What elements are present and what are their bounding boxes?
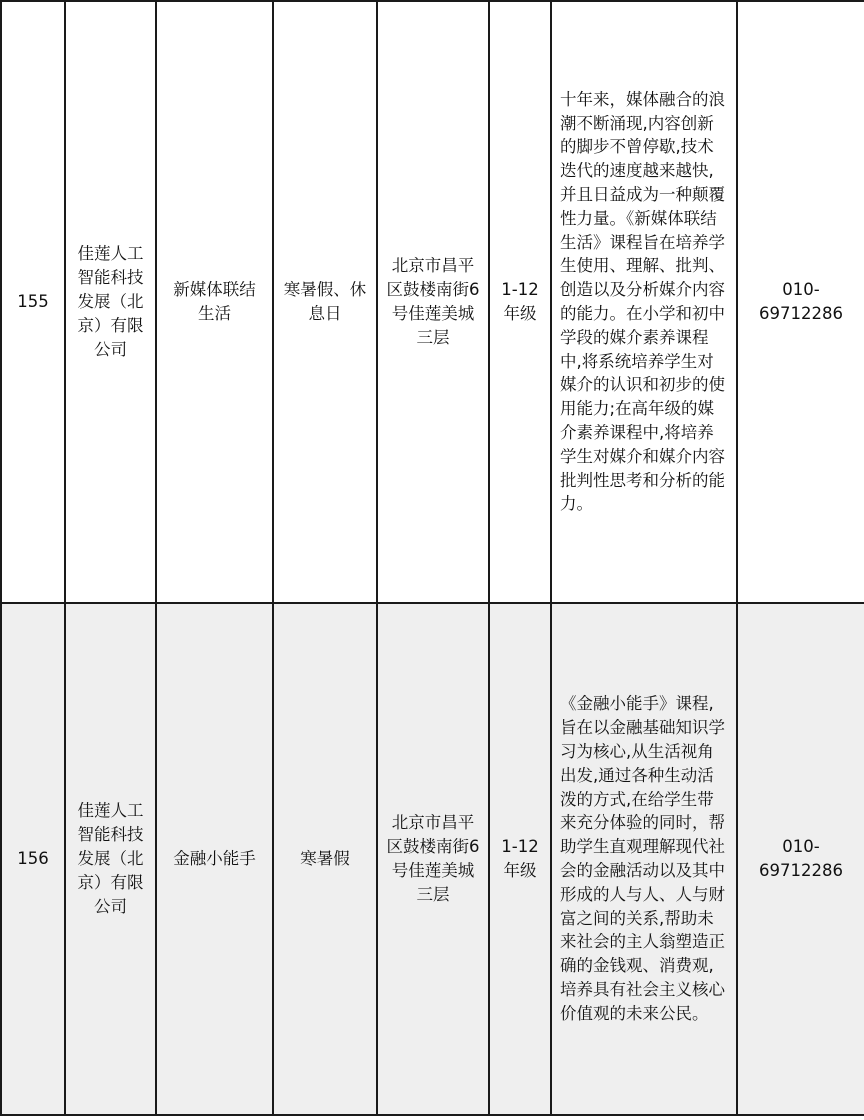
organization-cell: 佳莲人工 智能科技 发展（北 京）有限 公司 <box>65 603 156 1115</box>
row-number: 155 <box>1 1 65 603</box>
table-row <box>1 1 864 603</box>
time-cell: 寒暑假、休 息日 <box>273 1 377 603</box>
course-name-cell: 新媒体联结 生活 <box>156 1 273 603</box>
course-name-cell: 金融小能手 <box>156 603 273 1115</box>
address-cell: 北京市昌平 区鼓楼南街6 号佳莲美城 三层 <box>377 603 489 1115</box>
organization-cell: 佳莲人工 智能科技 发展（北 京）有限 公司 <box>65 1 156 603</box>
description-cell: 《金融小能手》课程,旨在以金融基础知识学习为核心,从生活视角出发,通过各种生动活泼的方式,在给学生带来充分体验的同时，帮助学生直观理解现代社会的金融活动以及其中形成的人与人、人与财富之间的关系,帮助未来社会的主人翁塑造正确的金钱观、消费观,培养具有社会主义核心价值观的未来公民。 <box>551 603 737 1115</box>
row-number: 156 <box>1 603 65 1115</box>
address-cell: 北京市昌平 区鼓楼南街6 号佳莲美城 三层 <box>377 1 489 603</box>
table-row <box>1 603 864 1115</box>
phone-cell: 010- 69712286 <box>737 1 864 603</box>
phone-cell: 010- 69712286 <box>737 603 864 1115</box>
description-cell: 十年来，媒体融合的浪潮不断涌现,内容创新的脚步不曾停歇,技术迭代的速度越来越快,并且日益成为一种颠覆性力量。《新媒体联结生活》课程旨在培养学生使用、理解、批判、创造以及分析媒介内容的能力。在小学和初中学段的媒介素养课程中,将系统培养学生对媒介的认识和初步的使用能力;在高年级的媒介素养课程中,将培养学生对媒介和媒介内容批判性思考和分析的能力。 <box>551 1 737 603</box>
grade-cell: 1-12 年级 <box>489 603 551 1115</box>
time-cell: 寒暑假 <box>273 603 377 1115</box>
grade-cell: 1-12 年级 <box>489 1 551 603</box>
